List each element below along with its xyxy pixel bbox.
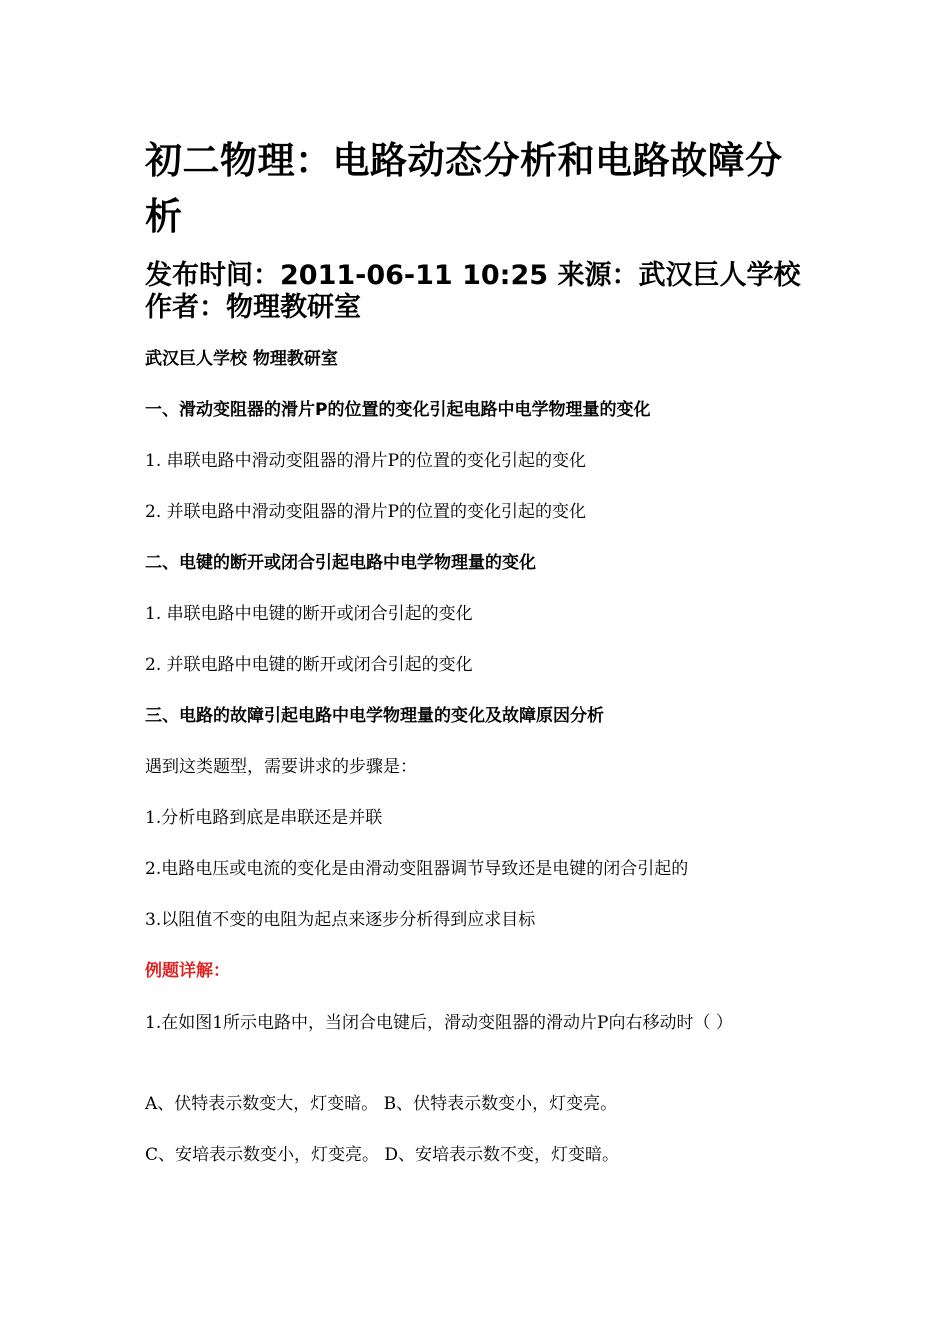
section-1-item-2: 2. 并联电路中滑动变阻器的滑片P的位置的变化引起的变化 — [145, 502, 587, 522]
section-3-step-2: 2.电路电压或电流的变化是由滑动变阻器调节导致还是电键的闭合引起的 — [145, 859, 689, 879]
author-meta: 作者：物理教研室 — [145, 292, 361, 323]
example-question-1: 1.在如图1所示电路中，当闭合电键后，滑动变阻器的滑动片P向右移动时（ ） — [145, 1013, 733, 1033]
section-2-heading: 二、电键的断开或闭合引起电路中电学物理量的变化 — [145, 553, 536, 573]
section-2-item-2: 2. 并联电路中电键的断开或闭合引起的变化 — [145, 655, 473, 675]
section-3-heading: 三、电路的故障引起电路中电学物理量的变化及故障原因分析 — [145, 706, 604, 726]
section-1-item-1: 1. 串联电路中滑动变阻器的滑片P的位置的变化引起的变化 — [145, 451, 587, 471]
section-3-step-3: 3.以阻值不变的电阻为起点来逐步分析得到应求目标 — [145, 910, 536, 930]
example-options-cd: C、安培表示数变小，灯变亮。 D、安培表示数不变，灯变暗。 — [145, 1145, 620, 1165]
organization-line: 武汉巨人学校 物理教研室 — [145, 349, 338, 369]
page-title: 初二物理：电路动态分析和电路故障分析 — [145, 139, 783, 238]
section-3-intro: 遇到这类题型，需要讲求的步骤是： — [145, 757, 417, 777]
example-label: 例题详解： — [145, 961, 230, 981]
publish-meta: 发布时间：2011-06-11 10:25 来源：武汉巨人学校 — [145, 260, 801, 291]
section-1-heading: 一、滑动变阻器的滑片P的位置的变化引起电路中电学物理量的变化 — [145, 400, 651, 420]
section-3-step-1: 1.分析电路到底是串联还是并联 — [145, 808, 383, 828]
section-2-item-1: 1. 串联电路中电键的断开或闭合引起的变化 — [145, 604, 473, 624]
example-options-ab: A、伏特表示数变大，灯变暗。 B、伏特表示数变小，灯变亮。 — [145, 1094, 618, 1114]
